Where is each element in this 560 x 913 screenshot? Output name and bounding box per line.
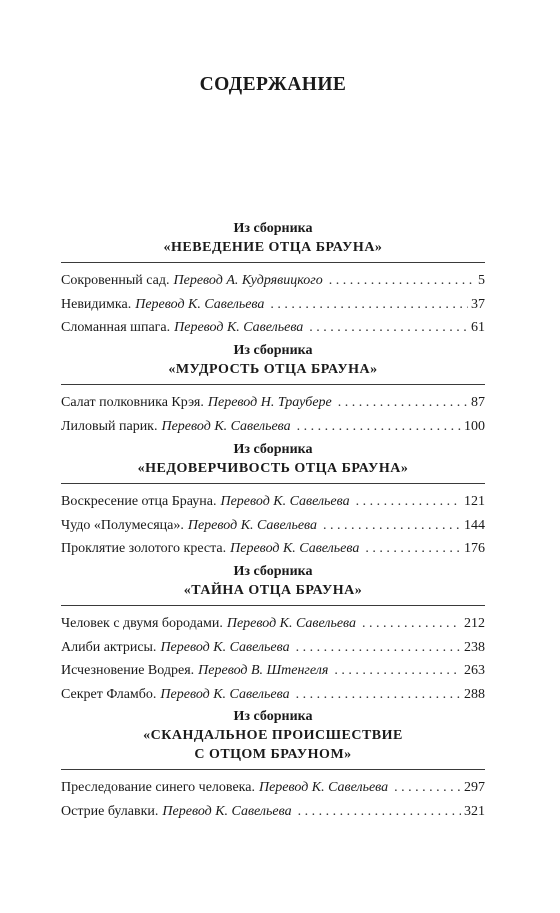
translator-credit: Перевод К. Савельева [160, 686, 290, 702]
page-number: 238 [464, 639, 485, 655]
collection-title: «НЕДОВЕРЧИВОСТЬ ОТЦА БРАУНА» [137, 461, 409, 476]
section-divider [61, 605, 485, 606]
collection-title: «МУДРОСТЬ ОТЦА БРАУНА» [168, 362, 378, 377]
page-number: 100 [464, 418, 485, 434]
story-title: Человек с двумя бородами. [61, 616, 223, 631]
story-title: Сокровенный сад. [61, 273, 170, 288]
toc-entry[interactable] [61, 776, 485, 800]
page-number: 263 [464, 663, 485, 678]
story-title: Лиловый парик. [61, 418, 158, 434]
toc-entry[interactable] [61, 293, 485, 317]
page-number: 321 [464, 803, 485, 819]
toc-entry[interactable] [61, 636, 485, 660]
page-number: 288 [464, 686, 485, 702]
page-title: СОДЕРЖАНИЕ [199, 74, 347, 95]
translator-credit: Перевод К. Савельева [135, 296, 265, 312]
story-title: Салат полковника Крэя. [61, 395, 204, 410]
story-title: Чудо «Полумесяца». [61, 517, 184, 533]
translator-credit: Перевод К. Савельева [187, 517, 318, 533]
translator-credit: Перевод К. Савельева [162, 803, 292, 819]
collection-intro: Из сборника [233, 221, 313, 236]
page-number: 297 [464, 780, 485, 795]
toc-entry[interactable] [61, 391, 485, 415]
section-divider [61, 384, 485, 385]
page-number: 87 [471, 395, 485, 410]
toc-entry[interactable] [61, 490, 485, 514]
section-divider [61, 769, 485, 770]
collection-title: «ТАЙНА ОТЦА БРАУНА» [183, 583, 363, 598]
dot-leader [356, 490, 461, 514]
translator-credit: Перевод К. Савельева [220, 494, 350, 509]
collection-section [61, 342, 485, 438]
collection-intro: Из сборника [233, 343, 313, 358]
collection-intro: Из сборника [233, 564, 313, 579]
translator-credit: Перевод К. Савельева [160, 639, 290, 655]
translator-credit: Перевод К. Савельева [226, 616, 357, 631]
page-number: 212 [464, 616, 485, 631]
collection-section [61, 220, 485, 340]
translator-credit: Перевод К. Савельева [161, 418, 291, 434]
translator-credit: Перевод А. Кудрявицкого [173, 273, 323, 288]
dot-leader [334, 659, 461, 683]
dot-leader [362, 612, 461, 636]
story-title: Секрет Фламбо. [61, 686, 157, 702]
page-number: 37 [471, 296, 485, 312]
story-title: Воскресение отца Брауна. [61, 494, 217, 509]
toc-entry[interactable] [61, 612, 485, 636]
page-number: 5 [478, 273, 485, 288]
toc-entry[interactable] [61, 316, 485, 340]
translator-credit: Перевод В. Штенгеля [198, 663, 329, 678]
toc-entry[interactable] [61, 683, 485, 707]
toc-entry[interactable] [61, 415, 485, 439]
section-divider [61, 262, 485, 263]
collection-section [61, 441, 485, 561]
dot-leader [297, 415, 461, 439]
translator-credit: Перевод К. Савельева [174, 320, 304, 335]
story-title: Сломанная шпага. [61, 320, 171, 335]
dot-leader [394, 776, 461, 800]
toc-entry[interactable] [61, 514, 485, 538]
dot-leader [270, 293, 468, 317]
story-title: Острие булавки. [61, 803, 159, 819]
collection-title: «СКАНДАЛЬНОЕ ПРОИСШЕСТВИЕ [143, 728, 403, 743]
toc-entry[interactable] [61, 269, 485, 293]
dot-leader [338, 391, 468, 415]
translator-credit: Перевод Н. Траубере [207, 395, 332, 410]
translator-credit: Перевод К. Савельева [230, 541, 360, 556]
story-title: Невидимка. [61, 296, 132, 312]
collection-title: С ОТЦОМ БРАУНОМ» [194, 747, 352, 762]
toc-entry[interactable] [61, 537, 485, 561]
toc-entry[interactable] [61, 659, 485, 683]
collection-section [61, 563, 485, 706]
translator-credit: Перевод К. Савельева [258, 780, 389, 795]
page-number: 144 [464, 517, 485, 533]
story-title: Преследование синего человека. [61, 780, 255, 795]
toc-entry[interactable] [61, 800, 485, 824]
dot-leader [296, 683, 461, 707]
dot-leader [323, 514, 461, 538]
collection-intro: Из сборника [233, 442, 313, 457]
story-title: Алиби актрисы. [61, 639, 157, 655]
story-title: Исчезновение Водрея. [61, 663, 195, 678]
page-number: 61 [471, 320, 485, 335]
dot-leader [365, 537, 461, 561]
page-number: 176 [464, 541, 485, 556]
collection-section [61, 708, 485, 823]
collection-title: «НЕВЕДЕНИЕ ОТЦА БРАУНА» [163, 240, 383, 255]
page-number: 121 [464, 494, 485, 509]
dot-leader [298, 800, 461, 824]
dot-leader [329, 269, 475, 293]
collection-intro: Из сборника [233, 709, 313, 724]
section-divider [61, 483, 485, 484]
dot-leader [309, 316, 468, 340]
dot-leader [296, 636, 461, 660]
story-title: Проклятие золотого креста. [61, 541, 227, 556]
